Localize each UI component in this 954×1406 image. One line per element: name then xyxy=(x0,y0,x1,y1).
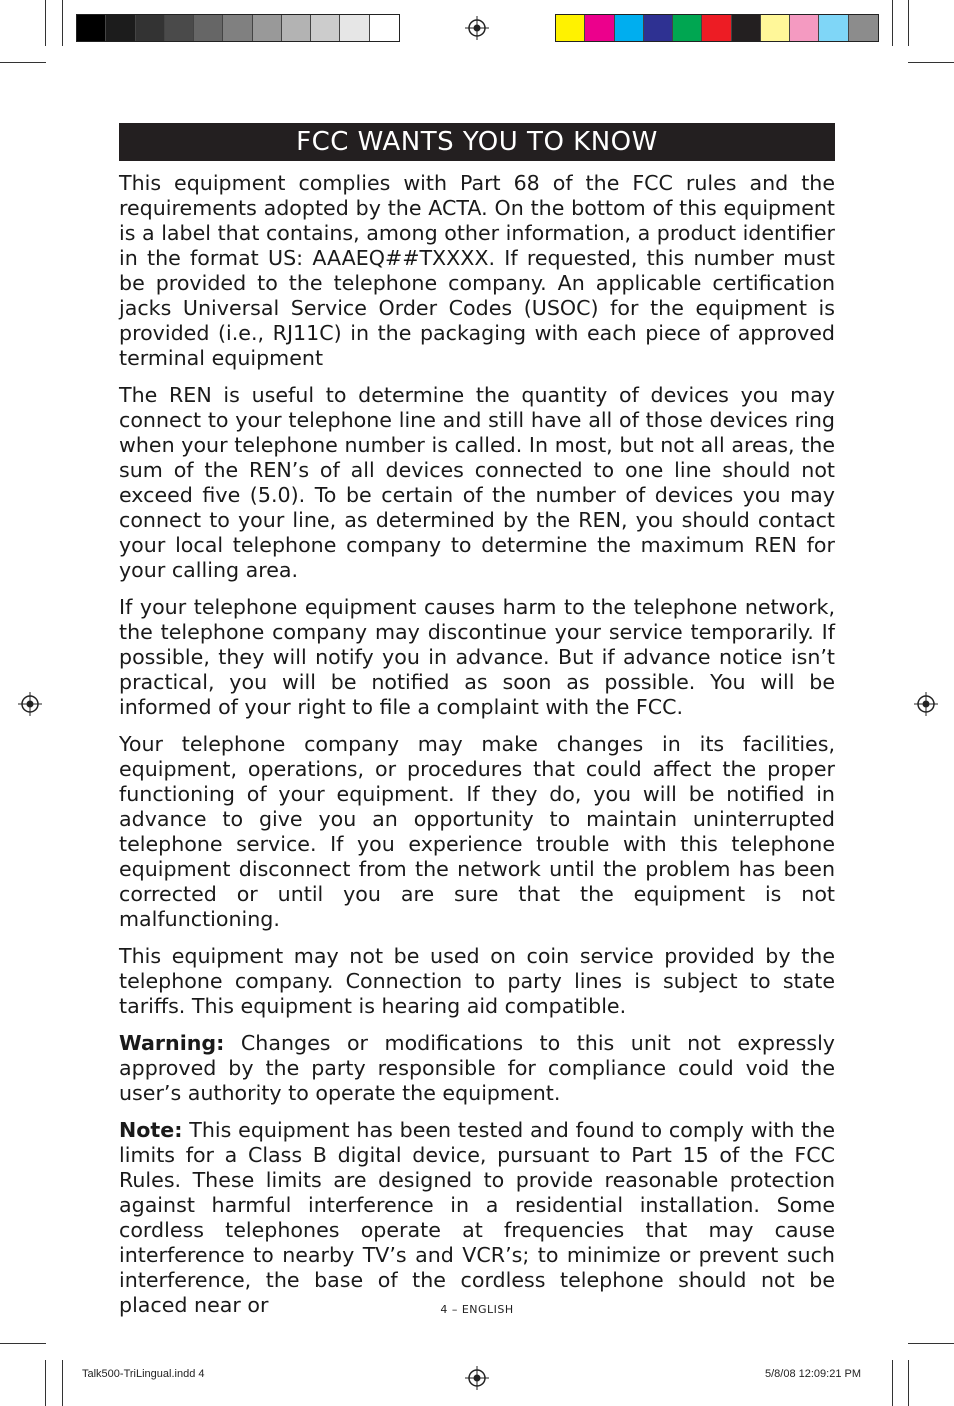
color-swatch xyxy=(673,15,702,41)
color-swatch xyxy=(585,15,614,41)
paragraph-network-harm: If your telephone equipment causes harm to the telephone network, the telephone company may discontinue your service temporarily. If possible, they will notify you in advance. But if advance notice isn’t practical, you will be notified as soon as possible. You will be informed of your right to file a complaint with the FCC. xyxy=(119,595,835,719)
crop-mark xyxy=(45,0,46,46)
crop-mark xyxy=(0,62,46,63)
page-footer: 4 – ENGLISH xyxy=(440,1303,514,1316)
warning-label: Warning: xyxy=(119,1031,225,1055)
color-swatch xyxy=(615,15,644,41)
crop-mark xyxy=(62,1360,63,1406)
color-swatch xyxy=(136,15,165,41)
crop-mark xyxy=(908,1360,909,1406)
paragraph-ren: The REN is useful to determine the quantity of devices you may connect to your telephone line and still have all of those devices ring when your telephone number is called. In most, but not all areas, the sum of the REN’s of all devices connected to one line should not exceed five (5.0). To be certain of the number of devices you may connect to your line, as determined by the REN, you should contact your local telephone company to determine the maximum REN for your calling area. xyxy=(119,383,835,582)
color-swatch xyxy=(282,15,311,41)
color-swatch xyxy=(849,15,878,41)
paragraph-part-68: This equipment complies with Part 68 of the FCC rules and the requirements adopted by the ACTA. On the bottom of this equipment is a label that contains, among other information, a product identifier in the format US: AAAEQ##TXXXX. If requested, this number must be provided to the telephone company. An applicable certification jacks Universal Service Order Codes (USOC) for the equipment is provided (i.e., RJ11C) in the packaging with each piece of approved terminal equipment xyxy=(119,171,835,370)
color-bar xyxy=(555,14,879,42)
warning-text: Changes or modifications to this unit not expressly approved by the party responsible for compliance could void the user’s authority to operate the equipment. xyxy=(119,1031,835,1105)
crop-mark xyxy=(908,1343,954,1344)
registration-mark-icon xyxy=(914,692,938,716)
color-swatch xyxy=(77,15,106,41)
paragraph-note xyxy=(119,1118,835,1318)
color-swatch xyxy=(790,15,819,41)
paragraph-warning xyxy=(119,1031,835,1106)
crop-mark xyxy=(0,1343,46,1344)
crop-mark xyxy=(908,0,909,46)
crop-mark xyxy=(45,1360,46,1406)
grayscale-bar xyxy=(76,14,400,42)
note-text: This equipment has been tested and found to comply with the limits for a Class B digital device, pursuant to Part 15 of the FCC Rules. These limits are designed to provide reasonable protection against harmful interference in a residential installation. Some cordless telephones operate at frequencies that may cause interference to nearby TV’s and VCR’s; to minimize or prevent such interference, the base of the cordless telephone should not be placed near or xyxy=(119,1118,835,1317)
color-swatch xyxy=(340,15,369,41)
paragraph-coin-service: This equipment may not be used on coin service provided by the telephone company. Connection to party lines is subject to state tariffs. This equipment is hearing aid compatible. xyxy=(119,944,835,1018)
note-label: Note: xyxy=(119,1118,183,1142)
registration-mark-icon xyxy=(18,692,42,716)
color-swatch xyxy=(311,15,340,41)
crop-mark xyxy=(908,62,954,63)
crop-mark xyxy=(892,1360,893,1406)
color-swatch xyxy=(223,15,252,41)
color-swatch xyxy=(702,15,731,41)
paragraph-company-changes: Your telephone company may make changes in its facilities, equipment, operations, or procedures that could affect the proper functioning of your equipment. If they do, you will be notified in advance to give you an opportunity to maintain uninterrupted telephone service. If you experience trouble with this telephone equipment disconnect from the network until the problem has been corrected or until you are sure that the equipment is not malfunctioning. xyxy=(119,732,835,931)
color-swatch xyxy=(370,15,399,41)
color-swatch xyxy=(106,15,135,41)
section-heading: FCC WANTS YOU TO KNOW xyxy=(119,123,835,161)
color-swatch xyxy=(761,15,790,41)
crop-mark xyxy=(892,0,893,46)
document-body xyxy=(119,171,835,1330)
slug-timestamp: 5/8/08 12:09:21 PM xyxy=(765,1368,862,1380)
registration-mark-icon xyxy=(465,1366,489,1390)
color-swatch xyxy=(732,15,761,41)
color-swatch xyxy=(165,15,194,41)
slug-filename: Talk500-TriLingual.indd 4 xyxy=(82,1368,205,1380)
crop-mark xyxy=(62,0,63,46)
color-swatch xyxy=(194,15,223,41)
registration-mark-icon xyxy=(465,16,489,40)
color-swatch xyxy=(253,15,282,41)
color-swatch xyxy=(556,15,585,41)
color-swatch xyxy=(644,15,673,41)
color-swatch xyxy=(819,15,848,41)
